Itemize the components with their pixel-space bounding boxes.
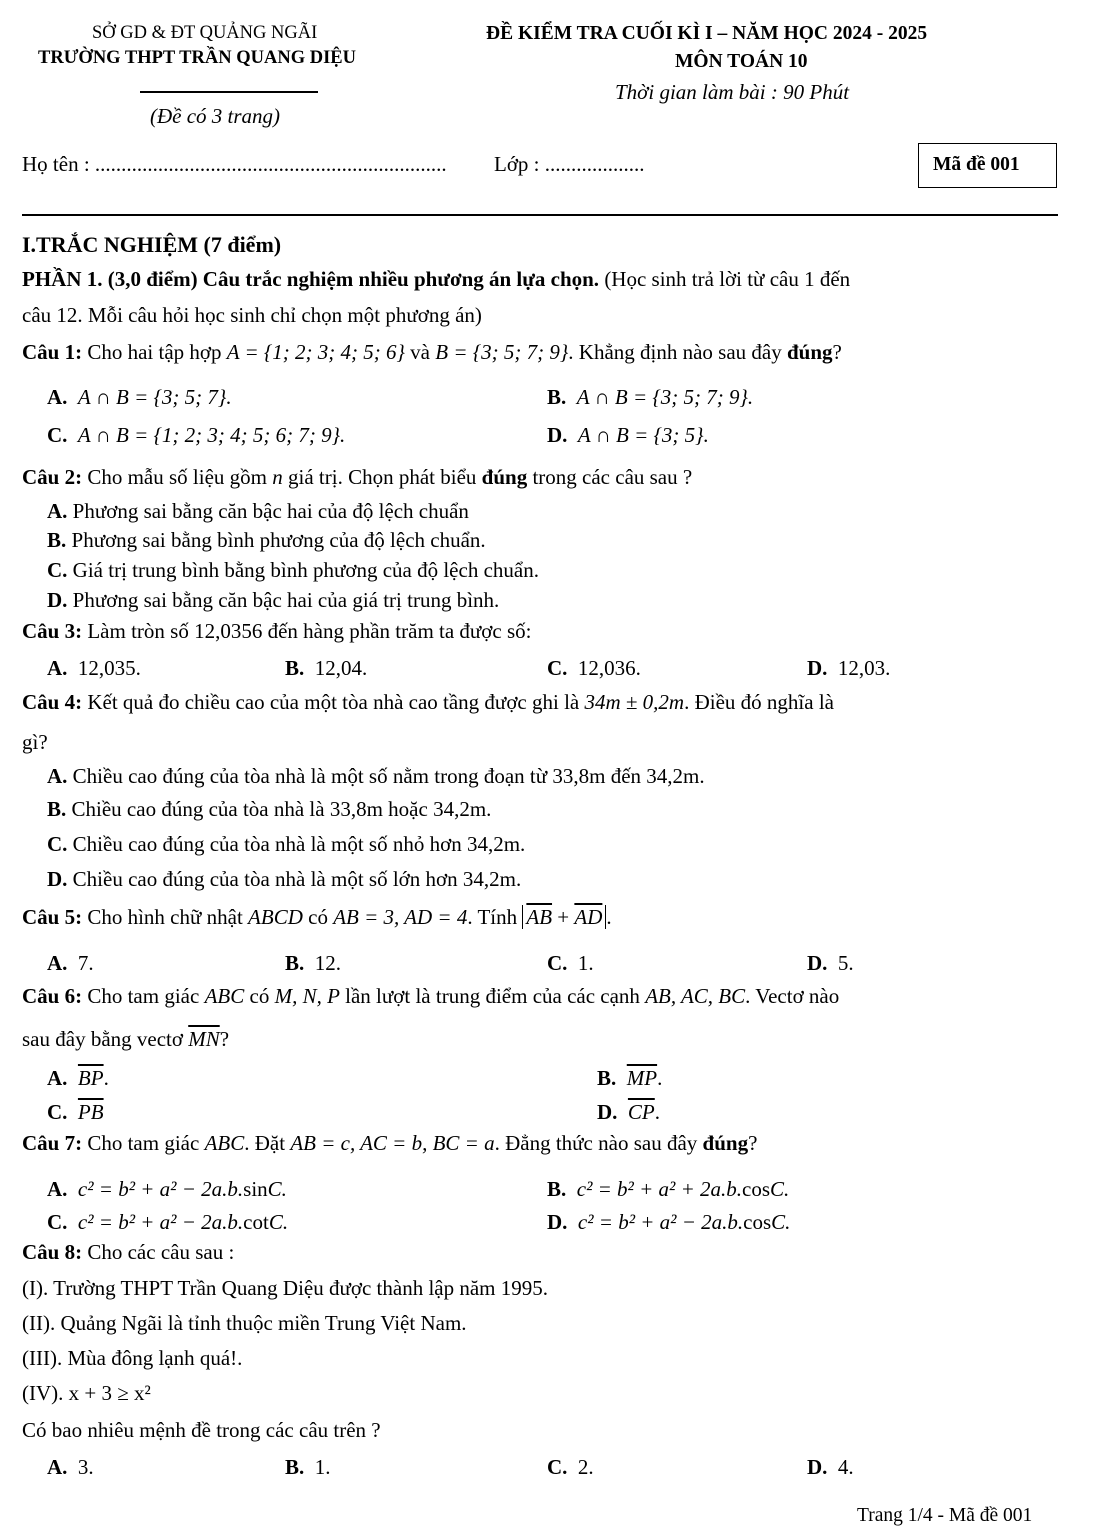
- option-letter: B.: [285, 656, 305, 680]
- option-letter: A.: [47, 1177, 68, 1201]
- option-b[interactable]: [547, 1177, 789, 1202]
- statement-3: (III). Mùa đông lạnh quá!.: [22, 1346, 243, 1370]
- option-b[interactable]: [547, 385, 753, 410]
- emphasis: đúng: [481, 465, 528, 489]
- question-7: [22, 1131, 757, 1156]
- option-c[interactable]: [47, 832, 525, 857]
- option-text: Chiều cao đúng của tòa nhà là một số nhỏ hơn 34,2m.: [72, 832, 526, 856]
- option-text: Chiều cao đúng của tòa nhà là 33,8m hoặc 34,2m.: [71, 797, 492, 821]
- question-text: lần lượt là trung điểm của các cạnh: [339, 984, 646, 1008]
- question-text: .: [606, 905, 612, 929]
- option-letter: A.: [47, 1066, 68, 1090]
- option-argument: C.: [770, 1177, 790, 1201]
- vector-ad: $\overline{AD}$: [574, 905, 603, 929]
- option-b[interactable]: [597, 1066, 662, 1091]
- option-text: 1.: [314, 1455, 331, 1479]
- part1-instructions-cont: câu 12. Mỗi câu hỏi học sinh chỉ chọn một phương án): [22, 303, 482, 327]
- option-letter: C.: [47, 423, 68, 447]
- question-8-prompt: Có bao nhiêu mệnh đề trong các câu trên ?: [22, 1418, 381, 1442]
- statement-2: (II). Quảng Ngãi là tỉnh thuộc miền Trung Việt Nam.: [22, 1311, 467, 1335]
- option-letter: C.: [547, 1455, 568, 1479]
- midpoints: M, N, P: [274, 984, 340, 1008]
- option-letter: B.: [597, 1066, 617, 1090]
- header-divider: [140, 91, 318, 93]
- question-text: ?: [832, 340, 842, 364]
- option-formula: c² = b² + a² + 2a.b.: [576, 1177, 742, 1201]
- set-b: B = {3; 5; 7; 9}: [435, 340, 569, 364]
- option-argument: C.: [267, 1177, 287, 1201]
- option-c[interactable]: [47, 423, 345, 448]
- option-b[interactable]: [285, 1455, 331, 1480]
- option-end: .: [103, 1066, 109, 1090]
- option-function: cot: [243, 1210, 269, 1234]
- option-a[interactable]: [47, 656, 141, 681]
- question-text: Cho hai tập hợp: [82, 340, 227, 364]
- question-1: [22, 340, 842, 365]
- question-6: [22, 984, 839, 1009]
- question-label: Câu 2:: [22, 465, 83, 489]
- option-b[interactable]: [285, 656, 367, 681]
- vector-sum-magnitude: [522, 905, 606, 929]
- option-letter: A.: [47, 951, 68, 975]
- subject-title: MÔN TOÁN 10: [675, 51, 808, 72]
- sides: AB, AC, BC: [645, 984, 746, 1008]
- question-text: trong các câu sau ?: [527, 465, 693, 489]
- student-name-field: Họ tên : ...................................................................: [22, 152, 447, 176]
- option-end: .: [654, 1100, 661, 1124]
- option-a[interactable]: [47, 385, 232, 410]
- option-letter: D.: [807, 1455, 828, 1479]
- option-d[interactable]: [547, 1210, 790, 1235]
- option-text: 5.: [837, 951, 854, 975]
- top-separator: [22, 214, 1058, 216]
- vector-ab: $\overline{AB}$: [526, 905, 553, 929]
- question-text: . Vectơ nào: [745, 984, 840, 1008]
- option-text: 2.: [577, 1455, 594, 1479]
- option-letter: B.: [285, 1455, 305, 1479]
- question-label: Câu 3:: [22, 619, 83, 643]
- option-c[interactable]: [547, 656, 641, 681]
- option-text: 12.: [314, 951, 342, 975]
- option-c[interactable]: [47, 1210, 288, 1235]
- question-text: Cho mẫu số liệu gồm: [82, 465, 273, 489]
- option-letter: D.: [807, 656, 828, 680]
- option-b[interactable]: [47, 528, 486, 553]
- option-d[interactable]: [47, 867, 521, 892]
- option-text: A ∩ B = {3; 5; 7; 9}.: [576, 385, 754, 409]
- question-4-cont: gì?: [22, 730, 48, 754]
- question-text: Làm tròn số 12,0356 đến hàng phần trăm ta được số:: [82, 619, 532, 643]
- option-text: 3.: [77, 1455, 94, 1479]
- option-letter: B.: [285, 951, 305, 975]
- option-text: 12,035.: [77, 656, 141, 680]
- option-text: Phương sai bằng căn bậc hai của độ lệch chuẩn: [72, 499, 469, 523]
- question-text: . Điều đó nghĩa là: [684, 690, 834, 714]
- option-text: 12,04.: [314, 656, 368, 680]
- option-d[interactable]: [47, 588, 499, 613]
- department-name: SỞ GD & ĐT QUẢNG NGÃI: [92, 23, 318, 43]
- option-letter: C.: [47, 832, 68, 856]
- option-text: A ∩ B = {3; 5}.: [577, 423, 709, 447]
- option-letter: C.: [547, 656, 568, 680]
- option-argument: C.: [268, 1210, 289, 1234]
- option-letter: B.: [547, 1177, 567, 1201]
- option-letter: D.: [47, 588, 68, 612]
- option-letter: D.: [47, 867, 68, 891]
- option-a[interactable]: [47, 499, 469, 524]
- option-end: .: [657, 1066, 663, 1090]
- option-vector: $\overline{MP}$: [626, 1066, 658, 1090]
- question-label: Câu 8:: [22, 1240, 83, 1264]
- option-c[interactable]: [47, 558, 539, 583]
- option-vector: $\overline{CP}$: [627, 1100, 655, 1124]
- vector-mn: $\overline{MN}$: [188, 1027, 220, 1051]
- exam-code: Mã đề 001: [933, 154, 1020, 175]
- option-formula: c² = b² + a² − 2a.b.: [77, 1210, 244, 1234]
- option-letter: A.: [47, 1455, 68, 1479]
- option-b[interactable]: [285, 951, 341, 976]
- question-text: và: [404, 340, 436, 364]
- option-letter: C.: [47, 558, 68, 582]
- option-letter: A.: [47, 764, 68, 788]
- option-letter: B.: [47, 528, 67, 552]
- option-text: 12,03.: [837, 656, 891, 680]
- page-footer: Trang 1/4 - Mã đề 001: [857, 1505, 1033, 1526]
- statement-1: (I). Trường THPT Trần Quang Diệu được thành lập năm 1995.: [22, 1276, 549, 1300]
- option-text: 7.: [77, 951, 94, 975]
- question-3: [22, 619, 532, 644]
- option-letter: D.: [547, 423, 568, 447]
- option-letter: D.: [807, 951, 828, 975]
- option-letter: C.: [547, 951, 568, 975]
- exam-duration: Thời gian làm bài : 90 Phút: [615, 80, 850, 104]
- question-6-cont: [22, 1027, 229, 1052]
- option-a[interactable]: [47, 1177, 287, 1202]
- option-text: Giá trị trung bình bằng bình phương của độ lệch chuẩn.: [72, 558, 539, 582]
- question-label: Câu 6:: [22, 984, 83, 1008]
- option-a[interactable]: [47, 951, 94, 976]
- option-text: Chiều cao đúng của tòa nhà là một số lớn hơn 34,2m.: [72, 867, 522, 891]
- question-8: [22, 1240, 234, 1265]
- question-text: . Khẳng định nào sau đây: [568, 340, 787, 364]
- condition: AB = 3, AD = 4: [333, 905, 468, 929]
- option-letter: C.: [47, 1100, 68, 1124]
- question-text: Cho tam giác: [82, 1131, 205, 1155]
- question-text: có: [244, 984, 275, 1008]
- part1-note: (Học sinh trả lời từ câu 1 đến: [599, 267, 851, 291]
- question-text: Cho các câu sau :: [82, 1240, 235, 1264]
- option-letter: A.: [47, 385, 68, 409]
- class-field: Lớp : ...................: [494, 152, 645, 176]
- option-d[interactable]: [597, 1100, 660, 1125]
- option-c[interactable]: [47, 1100, 104, 1125]
- statement-4: (IV). x + 3 ≥ x²: [22, 1381, 151, 1405]
- set-a: A = {1; 2; 3; 4; 5; 6}: [226, 340, 405, 364]
- variable: n: [272, 465, 283, 489]
- question-text: Cho tam giác: [82, 984, 205, 1008]
- option-letter: D.: [597, 1100, 618, 1124]
- option-function: sin: [243, 1177, 268, 1201]
- emphasis: đúng: [787, 340, 833, 364]
- question-2: [22, 465, 692, 490]
- figure-name: ABCD: [248, 905, 303, 929]
- option-text: Phương sai bằng căn bậc hai của giá trị trung bình.: [72, 588, 500, 612]
- option-c[interactable]: [547, 1455, 594, 1480]
- option-letter: B.: [47, 797, 67, 821]
- question-text: . Tính: [467, 905, 523, 929]
- exam-title: ĐỀ KIỂM TRA CUỐI KÌ I – NĂM HỌC 2024 - 2025: [486, 23, 928, 44]
- option-vector: $\overline{PB}$: [77, 1100, 104, 1124]
- option-d[interactable]: [807, 951, 854, 976]
- measurement: 34m ± 0,2m: [584, 690, 685, 714]
- question-text: . Đặt: [244, 1131, 291, 1155]
- option-function: cos: [742, 1177, 770, 1201]
- option-a[interactable]: [47, 1455, 94, 1480]
- pages-note: (Đề có 3 trang): [150, 104, 281, 128]
- question-text: ?: [748, 1131, 758, 1155]
- question-text: . Đẳng thức nào sau đây: [494, 1131, 703, 1155]
- condition: AB = c, AC = b, BC = a: [290, 1131, 495, 1155]
- option-letter: A.: [47, 656, 68, 680]
- exam-code-box: [918, 143, 1057, 188]
- emphasis: đúng: [702, 1131, 749, 1155]
- option-formula: c² = b² + a² − 2a.b.: [577, 1210, 744, 1234]
- question-text: sau đây bằng vectơ: [22, 1027, 189, 1051]
- option-formula: c² = b² + a² − 2a.b.: [77, 1177, 244, 1201]
- option-text: 1.: [577, 951, 594, 975]
- question-label: Câu 4:: [22, 690, 83, 714]
- option-b[interactable]: [47, 797, 491, 822]
- option-vector: $\overline{BP}$: [77, 1066, 104, 1090]
- option-letter: D.: [547, 1210, 568, 1234]
- option-c[interactable]: [547, 951, 594, 976]
- option-letter: B.: [547, 385, 567, 409]
- option-text: 12,036.: [577, 656, 641, 680]
- option-function: cos: [743, 1210, 772, 1234]
- plus-sign: +: [552, 905, 575, 929]
- option-d[interactable]: [547, 423, 709, 448]
- triangle-name: ABC: [204, 984, 245, 1008]
- question-text: giá trị. Chọn phát biểu: [282, 465, 482, 489]
- question-5: [22, 905, 612, 930]
- option-text: A ∩ B = {3; 5; 7}.: [77, 385, 232, 409]
- question-label: Câu 5:: [22, 905, 83, 929]
- option-text: Phương sai bằng bình phương của độ lệch chuẩn.: [71, 528, 486, 552]
- option-text: 4.: [837, 1455, 854, 1479]
- triangle-name: ABC: [204, 1131, 245, 1155]
- part1-instructions: [22, 267, 850, 292]
- section-title: I.TRẮC NGHIỆM (7 điểm): [22, 232, 282, 257]
- option-text: Chiều cao đúng của tòa nhà là một số nằm trong đoạn từ 33,8m đến 34,2m.: [72, 764, 705, 788]
- part1-heading: PHẦN 1. (3,0 điểm) Câu trắc nghiệm nhiều phương án lựa chọn.: [22, 267, 600, 291]
- option-letter: C.: [47, 1210, 68, 1234]
- question-text: Cho hình chữ nhật: [82, 905, 249, 929]
- option-letter: A.: [47, 499, 68, 523]
- question-4: [22, 690, 834, 715]
- question-text: Kết quả đo chiều cao của một tòa nhà cao tầng được ghi là: [82, 690, 585, 714]
- option-text: A ∩ B = {1; 2; 3; 4; 5; 6; 7; 9}.: [77, 423, 346, 447]
- question-text: ?: [219, 1027, 230, 1051]
- question-label: Câu 1:: [22, 340, 83, 364]
- option-a[interactable]: [47, 764, 705, 789]
- option-a[interactable]: [47, 1066, 109, 1091]
- school-name: TRƯỜNG THPT TRẦN QUANG DIỆU: [38, 48, 356, 68]
- option-d[interactable]: [807, 1455, 854, 1480]
- option-argument: C.: [771, 1210, 791, 1234]
- question-label: Câu 7:: [22, 1131, 83, 1155]
- question-text: có: [302, 905, 334, 929]
- option-d[interactable]: [807, 656, 890, 681]
